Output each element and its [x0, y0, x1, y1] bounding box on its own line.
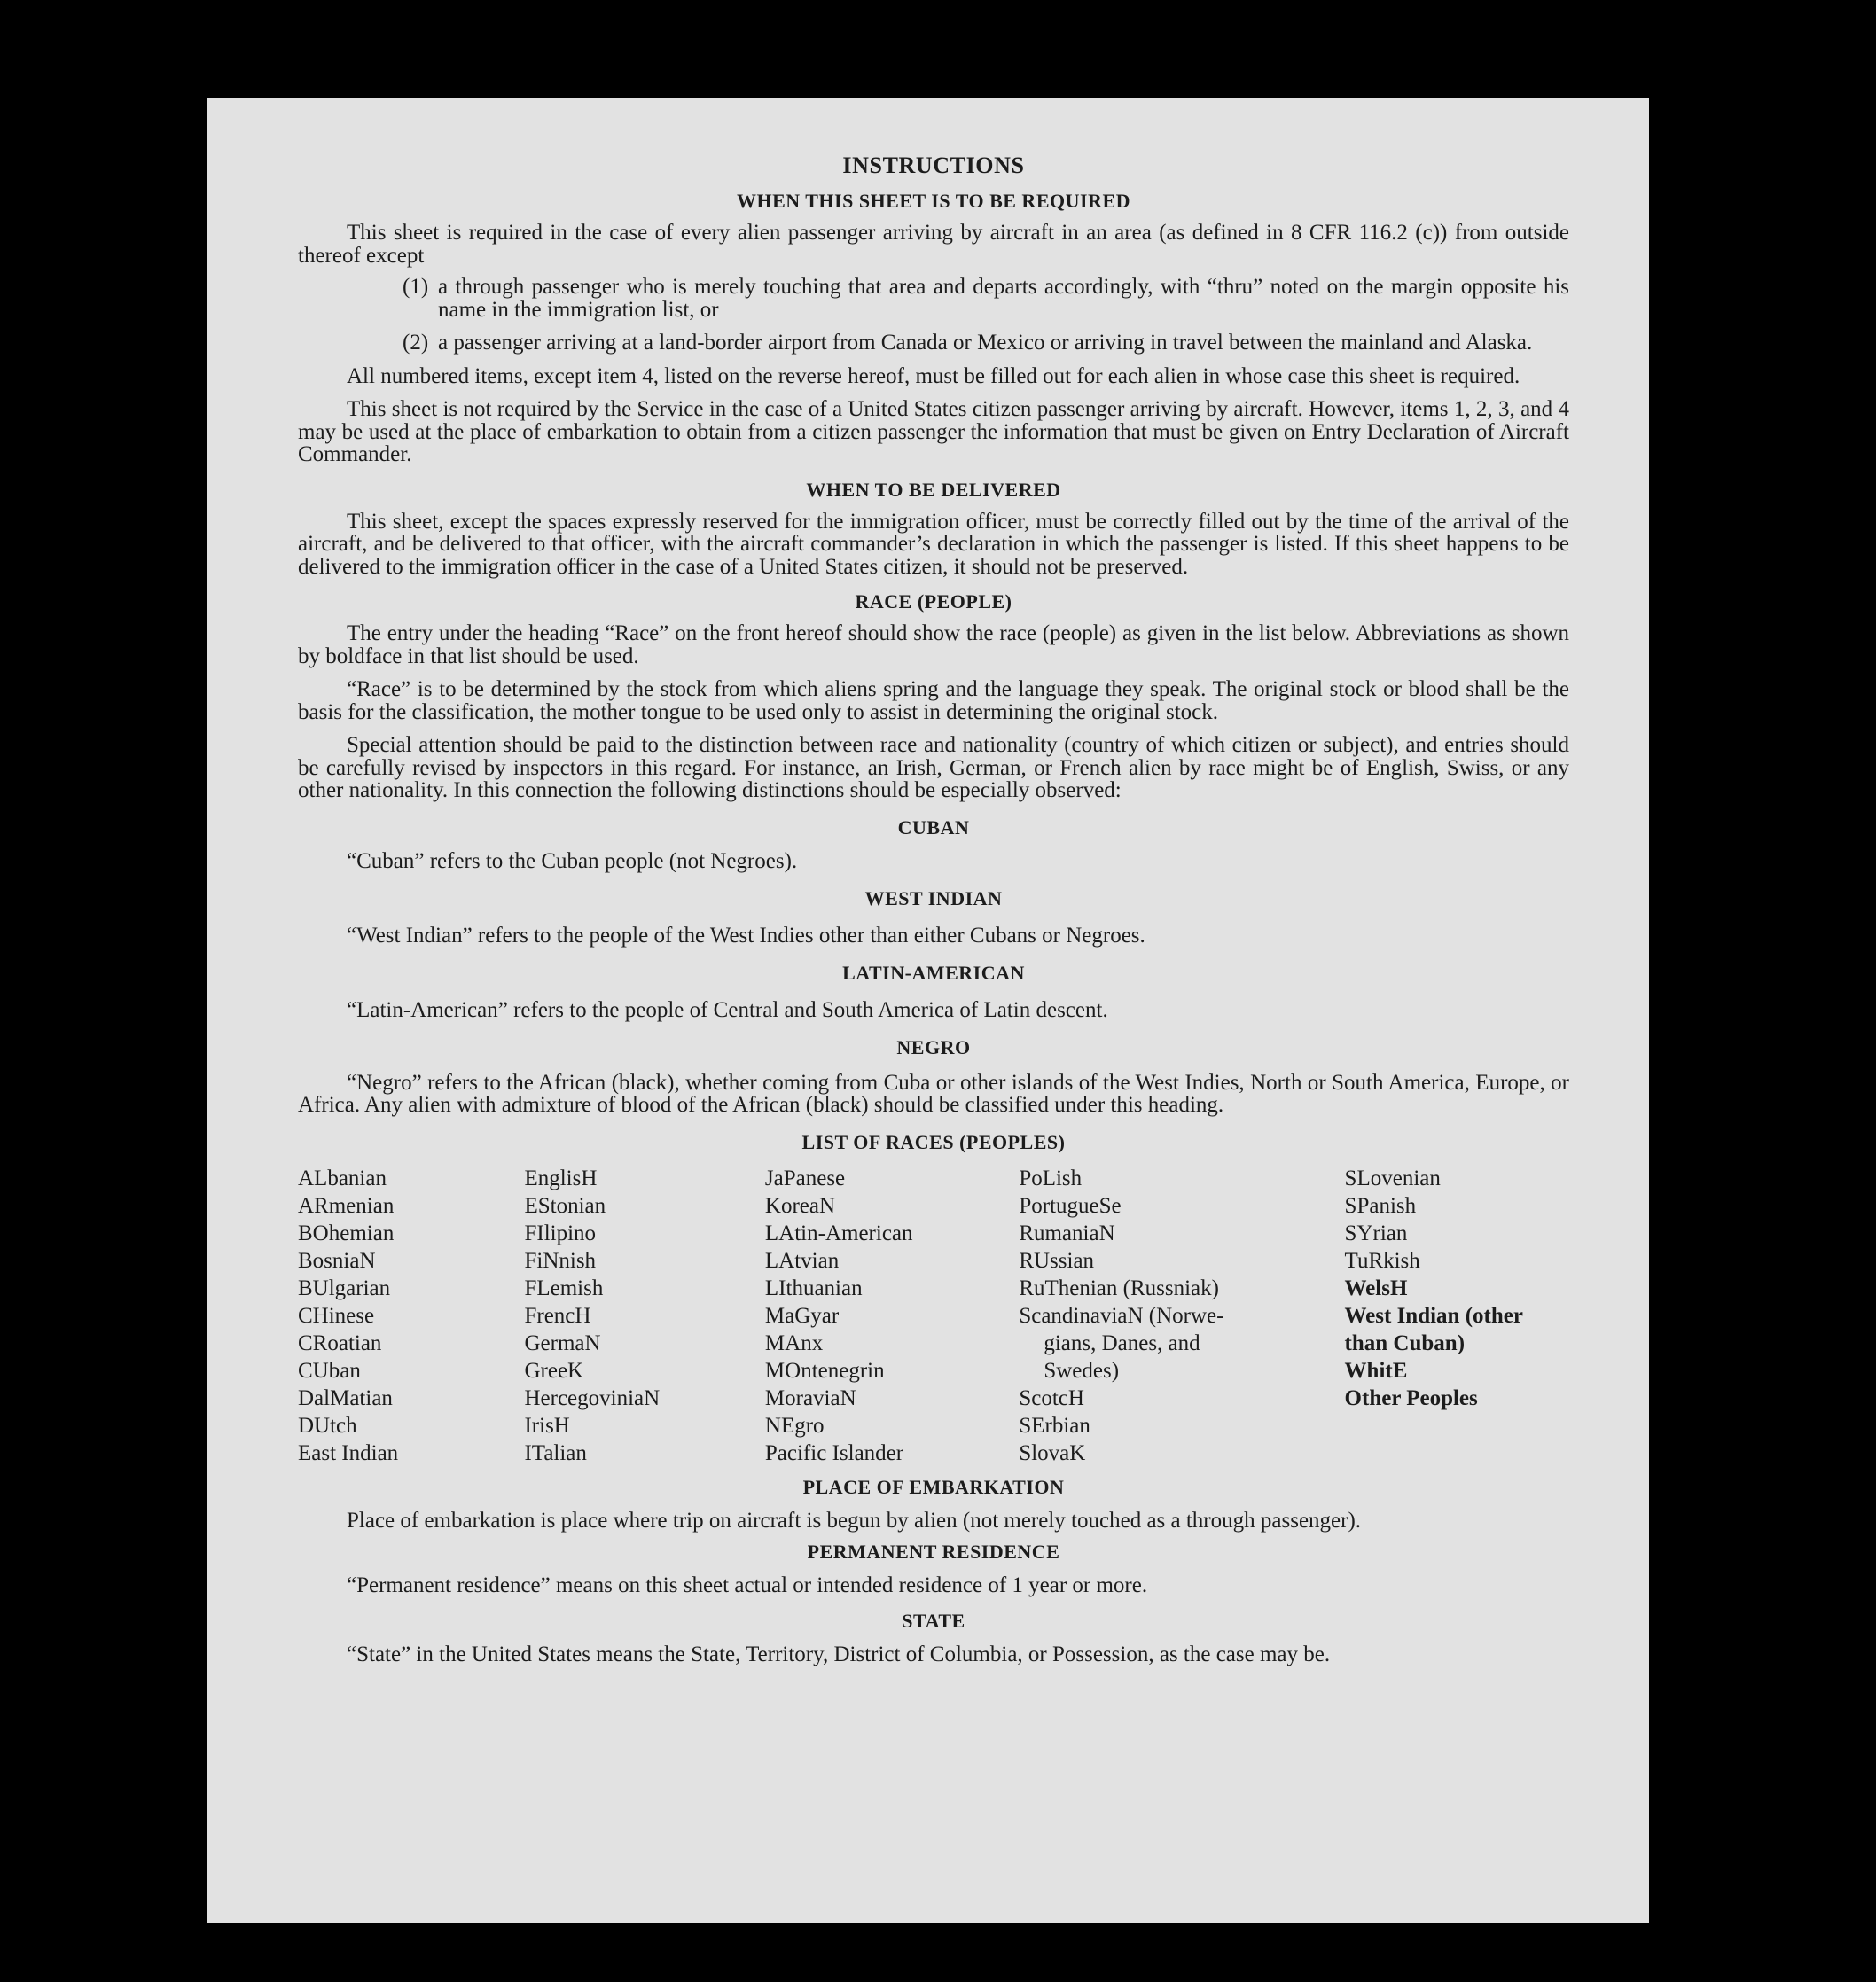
- race-entry: FrencH: [524, 1303, 591, 1328]
- race-entry: NEgro: [764, 1413, 825, 1438]
- exception-text: a passenger arriving at a land-border airport from Canada or Mexico or arriving in travel between the mainland and Alaska.: [438, 331, 1533, 355]
- required-intro: This sheet is required in the case of every alien passenger arriving by aircraft in an area (as defined in 8 CFR 116.2 (c)) from outside thereof except: [298, 221, 1569, 268]
- race-entry: TuRkish: [1344, 1248, 1420, 1273]
- race-entry-continued: than Cuban): [1344, 1330, 1466, 1355]
- race-entry: West Indian (other: [1344, 1303, 1523, 1328]
- race-entry: RuThenian (Russniak): [1019, 1276, 1219, 1300]
- race-entry: SlovaK: [1019, 1440, 1086, 1465]
- race-entry: BOhemian: [298, 1221, 395, 1245]
- race-entry: East Indian: [298, 1440, 399, 1465]
- numbered-items-paragraph: All numbered items, except item 4, listed on the reverse hereof, must be filled out for each alien in whose case this sheet is required.: [347, 363, 1520, 388]
- race-entry: IrisH: [524, 1413, 570, 1438]
- heading-negro: NEGRO: [896, 1035, 971, 1058]
- citizen-paragraph: This sheet is not required by the Service in the case of a United States citizen passenger arriving by aircraft. However, items 1, 2, 3, and 4 may be used at the place of embarkation to obtain from a citizen passenger the information that must be given on Entry Declaration of Aircraft Commander.: [298, 397, 1569, 466]
- race-entry: RumaniaN: [1019, 1221, 1115, 1245]
- heading-list-of-races: LIST OF RACES (PEOPLES): [801, 1130, 1066, 1153]
- state-definition: “State” in the United States means the State, Territory, District of Columbia, or Possession, as the case may be.: [347, 1643, 1331, 1666]
- race-entry: MOntenegrin: [764, 1358, 885, 1383]
- race-entry: ITalian: [524, 1440, 587, 1465]
- race-entry: CUban: [298, 1358, 361, 1383]
- race-entry: HercegoviniaN: [524, 1385, 661, 1410]
- exception-text: a through passenger who is merely touching that area and departs accordingly, with “thru” noted on the margin opposite his name in the immigration list, or: [438, 275, 1569, 322]
- race-entry-continued: gians, Danes, and: [1044, 1330, 1200, 1355]
- race-entry: WelsH: [1344, 1276, 1408, 1300]
- heading-cuban: CUBAN: [897, 815, 970, 839]
- race-entry: FiNnish: [524, 1248, 597, 1273]
- race-entry: DalMatian: [298, 1385, 393, 1410]
- race-column-3: [765, 1165, 1019, 1467]
- race-entry: WhitE: [1344, 1358, 1408, 1383]
- race-entry: CRoatian: [298, 1330, 382, 1355]
- race-entry: SYrian: [1344, 1221, 1408, 1245]
- race-entry: FLemish: [524, 1276, 604, 1300]
- race-entry: DUtch: [298, 1413, 357, 1438]
- race-entry: BosniaN: [298, 1248, 376, 1273]
- delivered-paragraph: This sheet, except the spaces expressly reserved for the immigration officer, must be correctly filled out by the time of the arrival of the aircraft, and be delivered to that officer, with the aircraft commander’s declaration in which the passenger is listed. If this sheet happens to be delivered to the immigration officer in the case of a United States citizen, it should not be preserved.: [298, 509, 1569, 579]
- race-entry: ARmenian: [298, 1193, 395, 1218]
- race-entry: FIlipino: [524, 1221, 597, 1245]
- exception-item-1: [403, 276, 1569, 321]
- instruction-sheet: [207, 98, 1649, 1923]
- race-entry: CHinese: [298, 1303, 375, 1328]
- race-paragraph-3: Special attention should be paid to the distinction between race and nationality (country of which citizen or subject), and entries should be carefully revised by inspectors in this regard. For instance, an Irish, German, or French alien by race might be of English, Swiss, or any other nationality. In this connection the following distinctions should be especially observed:: [298, 733, 1569, 802]
- exception-number: (2): [403, 331, 429, 355]
- race-entry: GermaN: [524, 1330, 601, 1355]
- heading-when-required: WHEN THIS SHEET IS TO BE REQUIRED: [736, 190, 1131, 212]
- race-entry: GreeK: [524, 1358, 584, 1383]
- latin-american-definition: “Latin-American” refers to the people of Central and South America of Latin descent.: [347, 997, 1108, 1022]
- race-paragraph-1: The entry under the heading “Race” on the front hereof should show the race (people) as given in the list below. Abbreviations as shown by boldface in that list should be used.: [298, 621, 1569, 668]
- heading-place-of-embarkation: PLACE OF EMBARKATION: [802, 1475, 1065, 1498]
- race-entry: MaGyar: [764, 1303, 840, 1328]
- embarkation-definition: Place of embarkation is place where trip on aircraft is begun by alien (not merely touched as a through passenger).: [347, 1508, 1362, 1533]
- race-entry: SLovenian: [1344, 1166, 1441, 1190]
- race-entry: MoraviaN: [764, 1385, 856, 1410]
- race-entry: SErbian: [1019, 1413, 1090, 1438]
- race-column-5: [1345, 1165, 1569, 1467]
- race-entry: LIthuanian: [764, 1276, 863, 1300]
- race-entry-continued: Swedes): [1044, 1358, 1120, 1383]
- race-entry: LAtvian: [764, 1248, 840, 1273]
- heading-race: RACE (PEOPLE): [855, 590, 1012, 613]
- race-entry: MAnx: [764, 1330, 824, 1355]
- race-entry: ScotcH: [1019, 1385, 1084, 1410]
- race-entry: SPanish: [1344, 1193, 1417, 1218]
- race-entry: PoLish: [1019, 1166, 1083, 1190]
- heading-when-delivered: WHEN TO BE DELIVERED: [806, 478, 1061, 501]
- race-paragraph-2: “Race” is to be determined by the stock from which aliens spring and the language they speak. The original stock or blood shall be the basis for the classification, the mother tongue to be used only to assist in determining the original stock.: [298, 677, 1569, 724]
- race-entry: RUssian: [1019, 1248, 1095, 1273]
- race-entry: KoreaN: [764, 1193, 836, 1218]
- race-entry: BUlgarian: [298, 1276, 391, 1300]
- race-entry: EnglisH: [524, 1166, 598, 1190]
- race-entry: EStonian: [524, 1193, 606, 1218]
- race-column-2: [524, 1165, 764, 1467]
- race-column-1: [298, 1165, 524, 1467]
- race-column-4: [1019, 1165, 1344, 1467]
- race-entry: ScandinaviaN (Norwe-: [1019, 1303, 1224, 1328]
- race-entry: Pacific Islander: [764, 1440, 904, 1465]
- heading-west-indian: WEST INDIAN: [864, 886, 1003, 909]
- west-indian-definition: “West Indian” refers to the people of the West Indies other than either Cubans or Negroes.: [347, 923, 1145, 948]
- heading-permanent-residence: PERMANENT RESIDENCE: [807, 1541, 1060, 1563]
- race-entry: Other Peoples: [1344, 1385, 1478, 1410]
- page-title: INSTRUCTIONS: [842, 152, 1025, 178]
- exception-item-2: [403, 332, 1569, 355]
- race-entry: LAtin-American: [764, 1221, 913, 1245]
- heading-latin-american: LATIN-AMERICAN: [842, 961, 1025, 984]
- race-entry: JaPanese: [764, 1166, 846, 1190]
- exception-number: (1): [403, 275, 429, 299]
- race-entry: PortugueSe: [1019, 1193, 1122, 1218]
- cuban-definition: “Cuban” refers to the Cuban people (not Negroes).: [347, 848, 798, 873]
- heading-state: STATE: [902, 1610, 965, 1632]
- race-list: [298, 1165, 1569, 1467]
- race-entry: ALbanian: [298, 1166, 387, 1190]
- residence-definition: “Permanent residence” means on this sheet actual or intended residence of 1 year or more.: [347, 1573, 1148, 1597]
- negro-definition: “Negro” refers to the African (black), whether coming from Cuba or other islands of the West Indies, North or South America, Europe, or Africa. Any alien with admixture of blood of the African (black) should be classified under this heading.: [298, 1070, 1569, 1117]
